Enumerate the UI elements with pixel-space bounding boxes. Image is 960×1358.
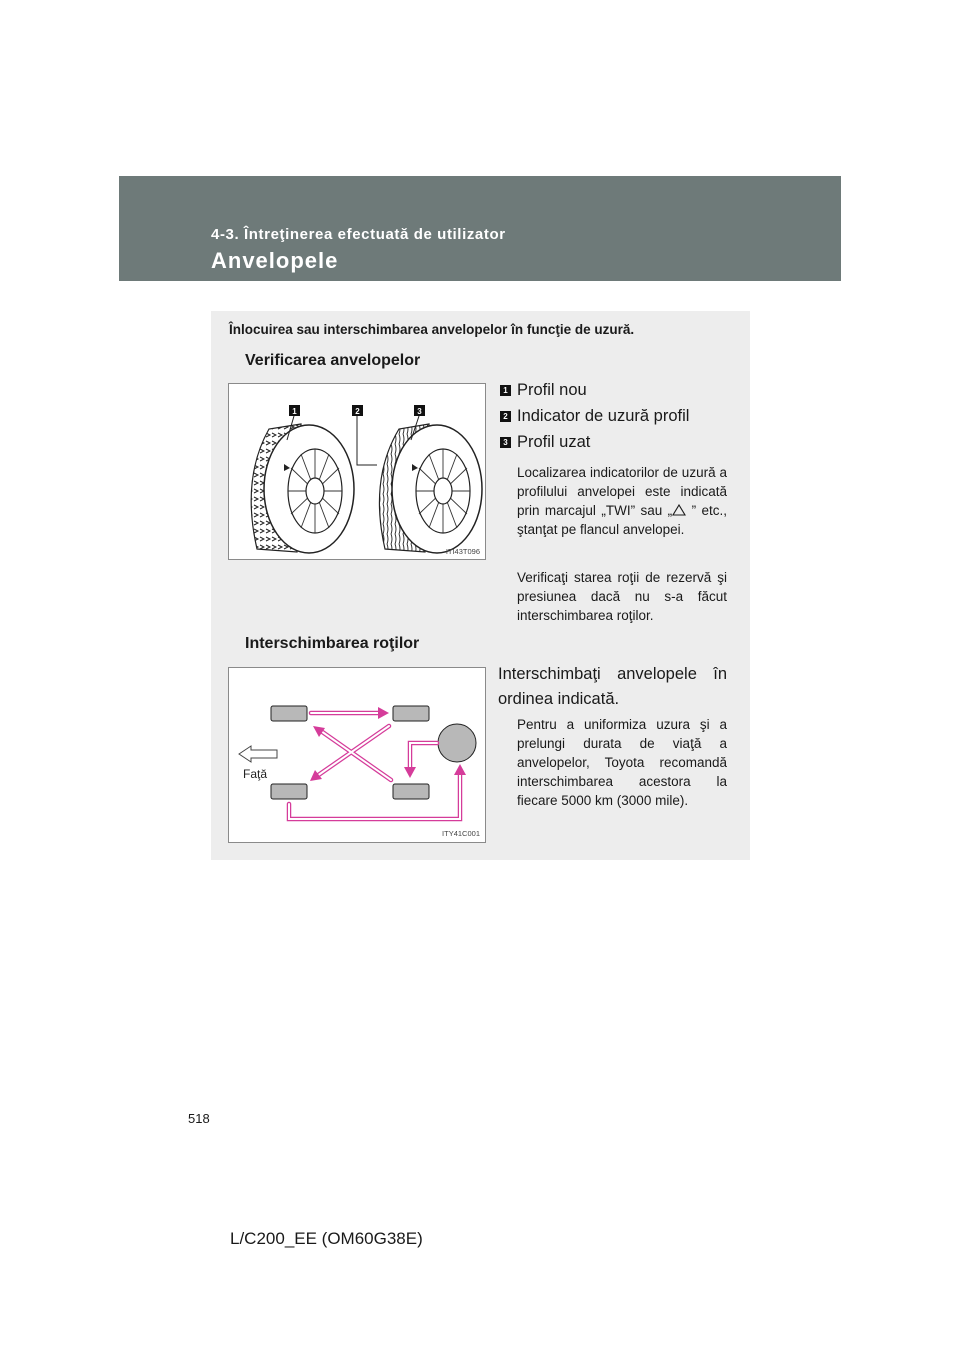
callout-2 — [352, 405, 377, 465]
list-item — [500, 407, 689, 426]
page-number: 518 — [188, 1111, 210, 1126]
rotation-text: Interschimbaţi anvelopele în ordinea indicată. — [498, 665, 727, 708]
triangle-mark-icon — [672, 504, 686, 516]
list-item-label: Indicator de uzură profil — [517, 407, 690, 425]
rotation-title: Interschimbarea roţilor — [245, 635, 420, 652]
spare-note: Verificaţi starea roţii de rezervă şi presiunea dacă nu s-a făcut interschimbarea roţilor. — [517, 570, 727, 623]
svg-text:2: 2 — [355, 407, 360, 416]
front-label: Faţă — [243, 767, 268, 781]
twi-note: Localizarea indicatorilor de uzură a profilului anvelopei este indicată prin marcajul „TWI” sau „ ” etc., ştanţat pe flancul anvelopei. — [517, 465, 727, 537]
svg-text:3: 3 — [417, 407, 422, 416]
front-left-tire — [271, 706, 307, 721]
list-item-label: Profil uzat — [517, 433, 591, 451]
page-title: Anvelopele — [211, 248, 339, 273]
rear-left-tire — [271, 784, 307, 799]
new-tread-tire — [251, 424, 354, 553]
tire-wear-figure — [228, 383, 486, 560]
number-badge: 2 — [500, 411, 511, 422]
section-label: 4-3. Întreţinerea efectuată de utilizator — [211, 226, 506, 243]
chapter-header — [119, 176, 841, 281]
model-code: L/C200_EE (OM60G38E) — [230, 1229, 423, 1248]
tire-wear-illustration — [229, 384, 485, 559]
check-title: Verificarea anvelopelor — [245, 352, 421, 369]
list-item — [500, 433, 590, 452]
svg-text:1: 1 — [292, 407, 297, 416]
number-badge: 1 — [500, 385, 511, 396]
rotation-diagram — [229, 668, 485, 842]
list-item — [500, 381, 587, 400]
rear-right-tire — [393, 784, 429, 799]
intro-text: Înlocuirea sau interschimbarea anvelopelor în funcţie de uzură. — [229, 322, 635, 337]
rotation-figure — [228, 667, 486, 843]
spare-tire — [438, 724, 476, 762]
rotation-note: Pentru a uniformiza uzura şi a prelungi durata de viaţă a anvelopelor, Toyota recomandă interschimbarea acestora la fiecare 5000 km (3000 mile). — [517, 717, 727, 808]
front-right-tire — [393, 706, 429, 721]
figure-code: ITY41C001 — [442, 829, 480, 838]
worn-tread-tire — [379, 424, 482, 553]
number-badge: 3 — [500, 437, 511, 448]
list-item-label: Profil nou — [517, 381, 587, 399]
front-arrow-icon — [239, 746, 277, 762]
figure-code: ITI43T096 — [445, 547, 480, 556]
